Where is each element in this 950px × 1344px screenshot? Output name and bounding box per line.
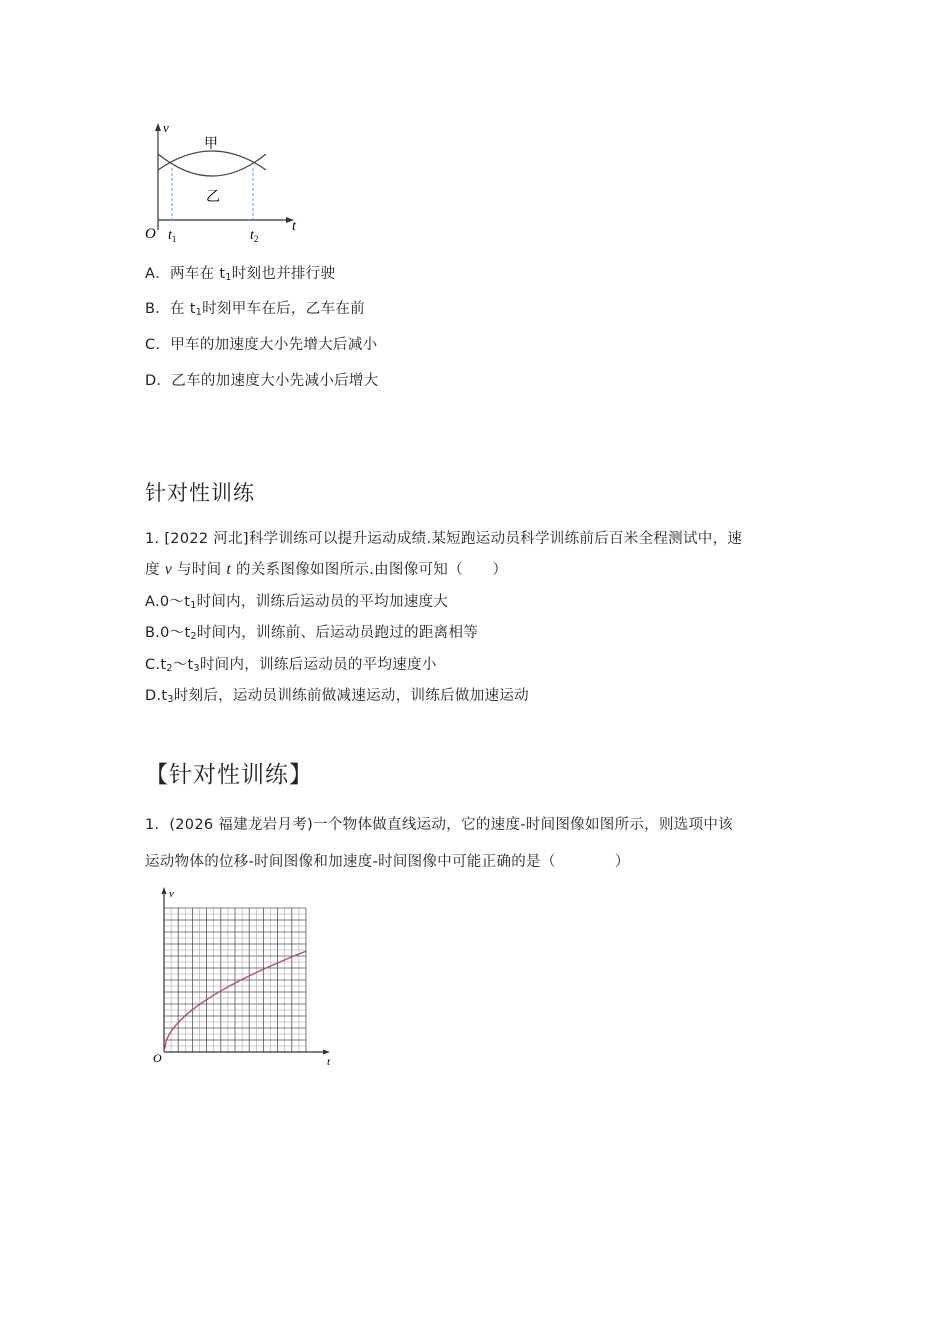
label-jia: 甲	[204, 136, 218, 152]
q1-option-a-var: t	[184, 594, 191, 610]
v-axis-label: v	[163, 120, 169, 135]
q1-option-b-var: t	[184, 625, 191, 641]
v-axis-2-arrow	[162, 887, 167, 894]
t1-label: $t_1$	[168, 228, 177, 244]
q1-option-c-var1: t	[160, 657, 167, 673]
q1-option-c-text: 时间内，训练后运动员的平均速度小	[199, 657, 437, 673]
q2-line2: 运动物体的位移-时间图像和加速度-时间图像中可能正确的是（ ）	[145, 854, 630, 870]
q1-option-b	[145, 621, 478, 642]
v-axis-arrow	[155, 123, 161, 131]
q1-option-a-sub: 1	[190, 600, 197, 611]
curve-yi	[158, 154, 266, 176]
q1-option-c	[145, 653, 437, 674]
q2-line1: 1．(2026 福建龙岩月考)一个物体做直线运动，它的速度-时间图像如图所示，则选项中该	[145, 817, 733, 833]
q1-line2	[145, 558, 507, 579]
q1-option-c-var2: t	[187, 657, 194, 673]
option-a-var: t	[219, 266, 226, 282]
q1-option-b-text: 时间内，训练前、后运动员跑过的距离相等	[196, 625, 479, 641]
section-heading-1: 针对性训练	[145, 481, 255, 505]
q1-option-d-text: 时刻后，运动员训练前做减速运动，训练后做加速运动	[173, 688, 529, 704]
t-axis-2-label: t	[327, 1056, 331, 1068]
q1-line2-c: 的关系图像如图所示.由图像可知（ ）	[231, 562, 508, 578]
q1-option-b-sub: 2	[190, 631, 197, 642]
option-c: C．甲车的加速度大小先增大后减小	[145, 337, 378, 353]
curve-jia	[158, 151, 266, 170]
vt-figure-grid	[148, 884, 344, 1070]
origin-label: O	[145, 226, 156, 242]
q1-option-d	[145, 684, 529, 705]
q1-option-d-sub: 3	[167, 694, 174, 705]
t-axis-label: t	[292, 219, 296, 234]
grid-lines	[164, 908, 306, 1052]
q1-option-c-sub2: 3	[193, 663, 200, 674]
option-a	[145, 262, 335, 283]
section-heading-2: 【针对性训练】	[145, 762, 313, 788]
t-axis-2-arrow	[323, 1050, 330, 1055]
option-b-prefix: B．在	[145, 301, 190, 317]
q1-option-c-sub1: 2	[166, 663, 173, 674]
v-axis-2-label: v	[169, 888, 174, 900]
option-b-var: t	[189, 301, 196, 317]
origin-2-label: O	[153, 1051, 162, 1065]
q1-line2-b: 与时间	[172, 562, 227, 578]
q1-option-a-pre: A.0～	[145, 594, 185, 610]
q1-option-c-pre: C.	[145, 657, 161, 673]
option-a-sub: 1	[225, 272, 232, 283]
q1-var-t: t	[226, 561, 232, 578]
option-b	[145, 297, 365, 318]
q1-option-d-pre: D.	[145, 688, 162, 704]
option-a-prefix: A．两车在	[145, 266, 220, 282]
q1-option-a-text: 时间内，训练后运动员的平均加速度大	[196, 594, 449, 610]
q1-option-d-var: t	[161, 688, 168, 704]
option-a-suffix: 时刻也并排行驶	[231, 266, 336, 282]
label-yi: 乙	[206, 189, 220, 205]
option-b-sub: 1	[195, 307, 203, 318]
q1-option-a	[145, 590, 448, 611]
option-d: D．乙车的加速度大小先减小后增大	[145, 373, 379, 389]
t2-label: $t_2$	[250, 228, 259, 244]
option-b-suffix: 时刻甲车在后，乙车在前	[202, 301, 365, 317]
vt-figure-jia-yi	[140, 118, 310, 248]
q1-var-v: v	[164, 561, 173, 578]
q1-line2-a: 度	[145, 562, 165, 578]
q1-line1: 1. [2022 河北]科学训练可以提升运动成绩.某短跑运动员科学训练前后百米全程测试中，速	[145, 531, 743, 547]
q1-option-b-pre: B.0～	[145, 625, 185, 641]
q1-option-c-mid: ～	[172, 657, 188, 673]
